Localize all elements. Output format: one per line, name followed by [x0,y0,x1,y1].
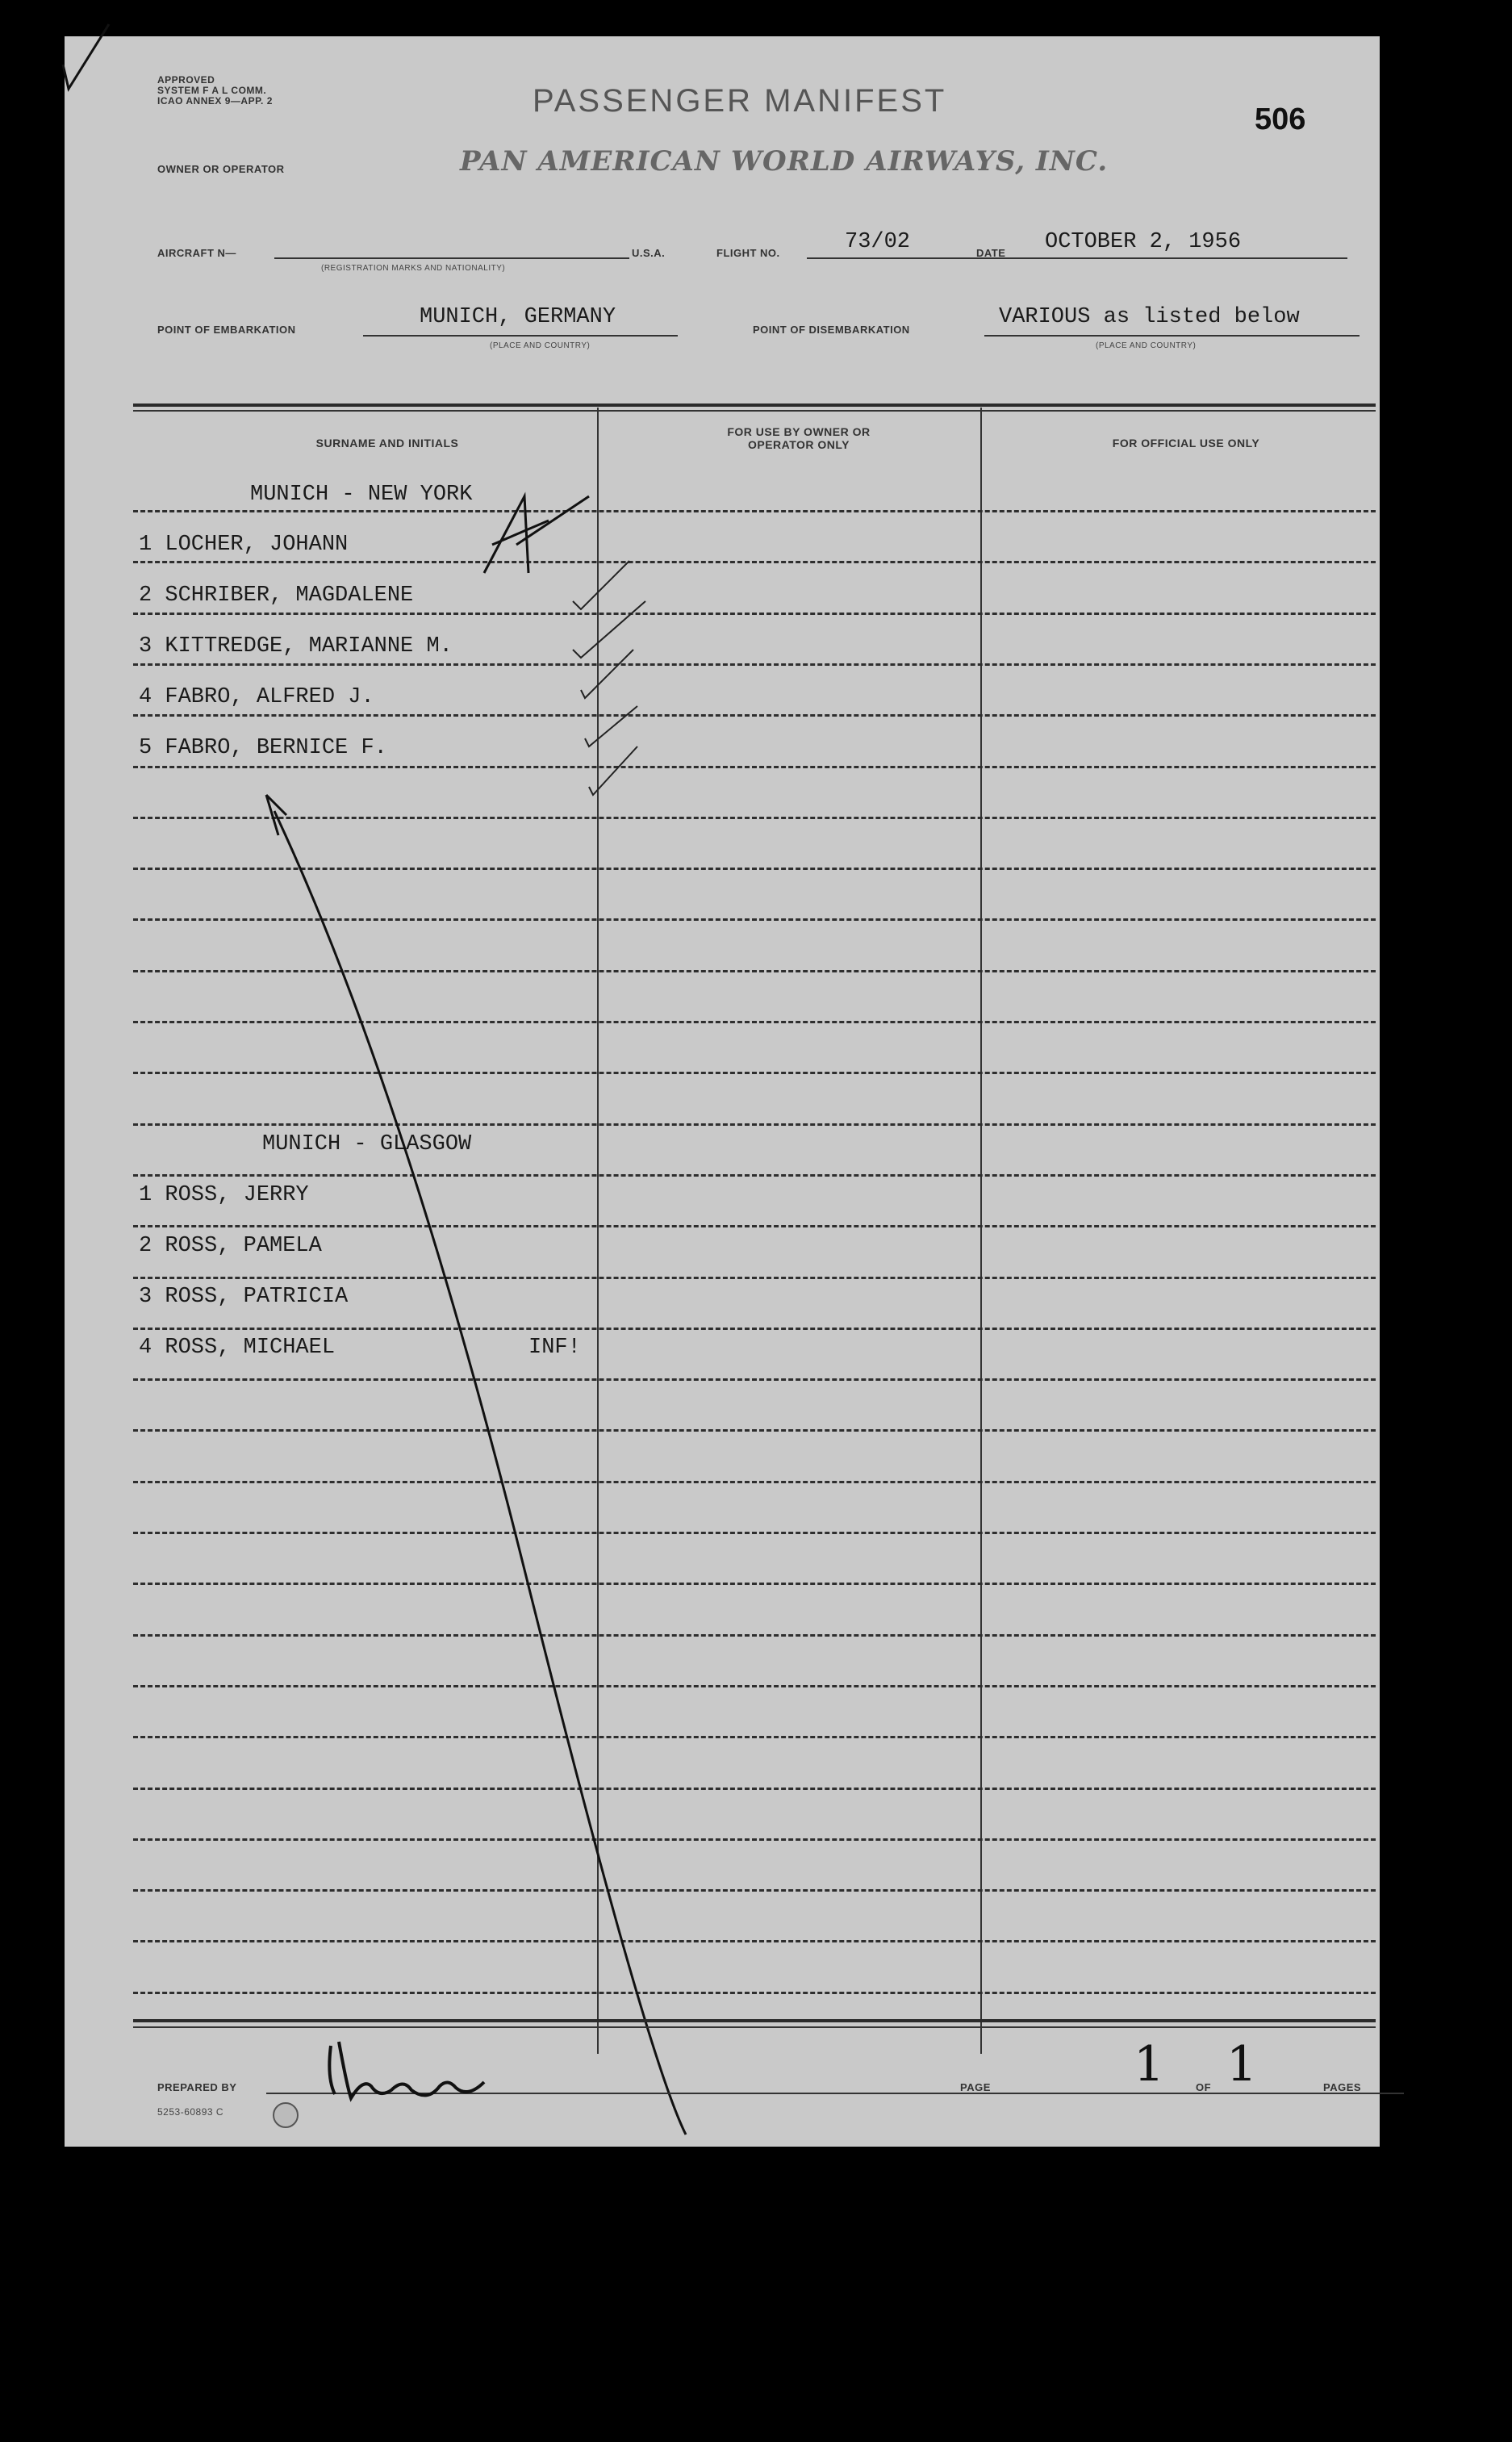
col-official-use-header: FOR OFFICIAL USE ONLY [1112,437,1260,450]
aircraft-label: AIRCRAFT N— [157,247,236,259]
approval-line: SYSTEM F A L COMM. [157,85,267,97]
passenger-row: 5 FABRO, BERNICE F. [139,736,387,760]
page-label: PAGE [960,2081,991,2093]
passenger-row: 3 KITTREDGE, MARIANNE M. [139,634,453,659]
union-seal-icon [273,2102,299,2128]
pages-total-value: 1 [1226,2036,1258,2093]
passenger-row: 1 ROSS, JERRY [139,1183,309,1207]
pages-label: PAGES [1323,2081,1362,2093]
approval-line: APPROVED [157,74,215,86]
table-bottom-rule [133,2019,1376,2022]
passenger-row: 4 FABRO, ALFRED J. [139,685,374,709]
form-title: PASSENGER MANIFEST [533,83,947,119]
of-label: OF [1196,2081,1212,2093]
page-number: 506 [1255,102,1306,136]
disembark-sub: (PLACE AND COUNTRY) [1096,341,1197,350]
page-value: 1 [1134,2036,1165,2093]
aircraft-sub: (REGISTRATION MARKS AND NATIONALITY) [321,264,506,273]
form-code: 5253-60893 C [157,2106,224,2118]
route-heading-new-york: MUNICH - NEW YORK [250,483,473,507]
passenger-row: 2 ROSS, PAMELA [139,1234,322,1258]
passenger-row: 1 LOCHER, JOHANN [139,533,349,557]
signature [315,2030,500,2118]
flight-label: FLIGHT NO. [716,247,780,259]
prepared-label: PREPARED BY [157,2081,237,2093]
embark-value: MUNICH, GERMANY [420,305,616,329]
passenger-row: 3 ROSS, PATRICIA [139,1285,349,1309]
col-surname-header: SURNAME AND INITIALS [315,437,459,450]
passenger-row: 4 ROSS, MICHAEL [139,1336,336,1360]
owner-label: OWNER OR OPERATOR [157,163,285,175]
disembark-label: POINT OF DISEMBARKATION [753,324,910,336]
operator-name: PAN AMERICAN WORLD AIRWAYS, INC. [460,145,1109,178]
embark-label: POINT OF EMBARKATION [157,324,296,336]
manifest-sheet [65,36,1380,2147]
date-value: OCTOBER 2, 1956 [1045,230,1242,254]
flight-number: 73/02 [845,230,911,254]
infant-note: INF! [528,1336,581,1360]
route-heading-glasgow: MUNICH - GLASGOW [262,1132,472,1156]
passenger-row: 2 SCHRIBER, MAGDALENE [139,583,414,608]
date-label: DATE [976,247,1006,259]
usa-label: U.S.A. [632,247,666,259]
handwritten-marks [65,36,1380,2147]
embark-sub: (PLACE AND COUNTRY) [490,341,591,350]
disembark-value: VARIOUS as listed below [999,305,1300,329]
approval-line: ICAO ANNEX 9—APP. 2 [157,95,273,107]
table-bottom-rule-inner [133,2026,1376,2028]
col-owner-use-header: FOR USE BY OWNER OR OPERATOR ONLY [727,425,871,452]
